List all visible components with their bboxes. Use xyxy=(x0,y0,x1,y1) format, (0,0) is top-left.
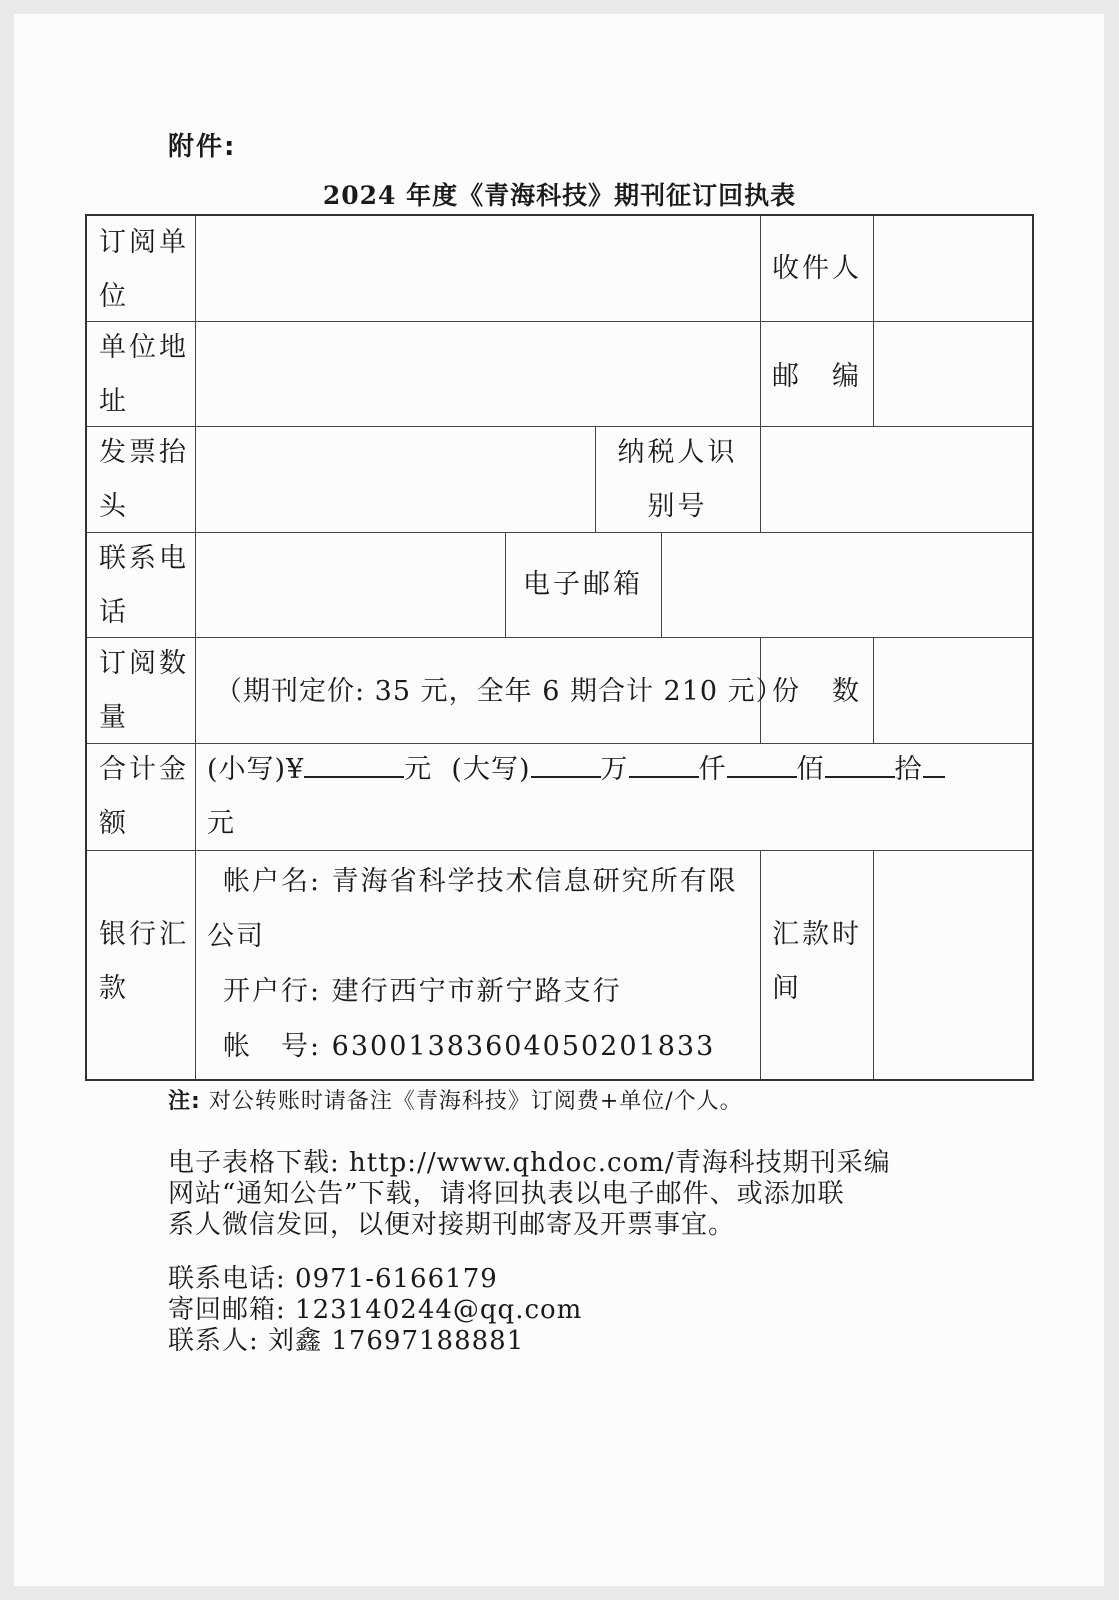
label-recipient: 收件人 xyxy=(772,253,862,284)
note-text: 对公转账时请备注《青海科技》订阅费+单位/个人。 xyxy=(208,1089,743,1114)
label-copies: 份 数 xyxy=(772,676,862,707)
contact-person: 联系人: 刘鑫 17697188881 xyxy=(168,1326,525,1356)
trailing-blank[interactable] xyxy=(923,752,945,778)
bai-blank[interactable] xyxy=(727,752,797,778)
unit-address-field[interactable] xyxy=(195,321,760,426)
account-name: 帐户名: 青海省科学技术信息研究所有限 xyxy=(223,866,738,897)
wan-blank[interactable] xyxy=(531,752,601,778)
yuan-unit-2: 元 xyxy=(207,808,235,839)
form-title: 2024 年度《青海科技》期刊征订回执表 xyxy=(322,181,797,210)
label-subscribing-unit: 订阅单 位 xyxy=(99,227,189,312)
download-line-1: 电子表格下载: http://www.qhdoc.com/青海科技期刊采编 xyxy=(168,1148,891,1178)
bank-details xyxy=(195,854,760,1079)
account-number: 帐 号: 63001383604050201833 xyxy=(223,1031,716,1062)
contact-phone: 联系电话: 0971-6166179 xyxy=(168,1264,498,1294)
shi-unit: 拾 xyxy=(894,754,923,785)
remittance-time-field[interactable] xyxy=(873,850,1032,1079)
total-amount-field[interactable] xyxy=(195,743,1032,850)
download-instructions xyxy=(168,1148,891,1241)
shi-blank[interactable] xyxy=(825,752,895,778)
subscription-form-table xyxy=(85,214,1034,1081)
postcode-field[interactable] xyxy=(873,321,1032,426)
label-taxpayer-id: 纳税人识 别号 xyxy=(617,437,738,522)
account-name-cont: 公司 xyxy=(207,921,265,952)
wan-unit: 万 xyxy=(600,754,629,785)
note-prefix: 注: xyxy=(168,1089,201,1114)
copies-field[interactable] xyxy=(873,637,1032,743)
small-amount-blank[interactable] xyxy=(304,752,404,778)
qian-blank[interactable] xyxy=(629,752,699,778)
label-postcode: 邮 编 xyxy=(772,361,862,392)
label-remittance-time: 汇款时 间 xyxy=(772,919,862,1004)
contact-phone-field[interactable] xyxy=(195,532,505,637)
contact-info xyxy=(168,1264,582,1357)
bank-branch: 开户行: 建行西宁市新宁路支行 xyxy=(223,976,622,1007)
price-note: （期刊定价: 35 元，全年 6 期合计 210 元） xyxy=(215,676,784,707)
invoice-title-field[interactable] xyxy=(195,426,595,532)
taxpayer-id-field[interactable] xyxy=(760,426,1032,532)
yuan-unit: 元 xyxy=(404,754,433,785)
attachment-heading: 附件: xyxy=(168,132,237,162)
label-invoice-title: 发票抬 头 xyxy=(99,437,189,522)
label-total-amount: 合计金 额 xyxy=(99,754,189,839)
qian-unit: 仟 xyxy=(698,754,727,785)
subscribing-unit-field[interactable] xyxy=(195,216,760,321)
label-email: 电子邮箱 xyxy=(523,569,643,600)
label-bank-remittance: 银行汇 款 xyxy=(99,919,189,1004)
recipient-field[interactable] xyxy=(873,216,1032,321)
small-amount-label: (小写)¥ xyxy=(207,754,305,785)
download-line-2: 网站“通知公告”下载，请将回执表以电子邮件、或添加联 xyxy=(168,1179,845,1209)
return-email: 寄回邮箱: 123140244@qq.com xyxy=(168,1295,583,1325)
transfer-note xyxy=(168,1086,743,1117)
label-subscription-quantity: 订阅数 量 xyxy=(99,648,189,733)
big-amount-label: (大写) xyxy=(451,754,531,785)
email-field[interactable] xyxy=(661,532,1032,637)
label-unit-address: 单位地 址 xyxy=(99,332,189,417)
label-contact-phone: 联系电 话 xyxy=(99,543,189,628)
download-line-3: 系人微信发回，以便对接期刊邮寄及开票事宜。 xyxy=(168,1210,736,1240)
bai-unit: 佰 xyxy=(796,754,825,785)
